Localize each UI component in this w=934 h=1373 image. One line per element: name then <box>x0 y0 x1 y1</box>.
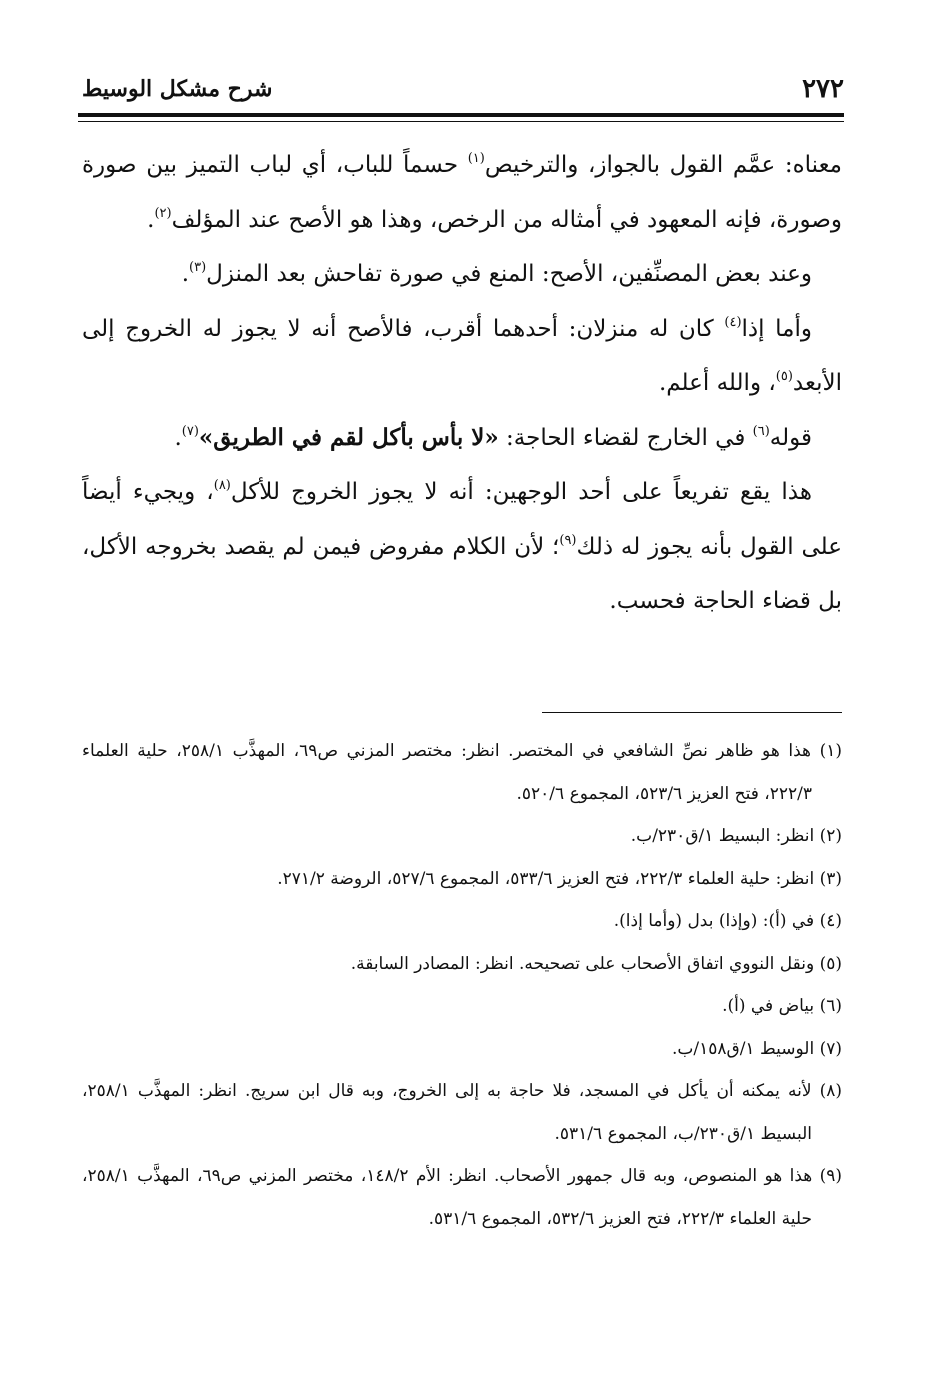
footnote-text: هذا هو المنصوص، وبه قال جمهور الأصحاب. انظر: الأم ١٤٨/٢، مختصر المزني ص٦٩، المهذَّب ٢٥٨/١، حلية العلماء ٢٢٢/٣، فتح العزيز ٥٣٢/٦، المجموع ٥٣١/٦. <box>82 1166 813 1229</box>
text-run: . <box>147 206 155 233</box>
text-run: هذا يقع تفريعاً على أحد الوجهين: أنه لا يجوز الخروج للأكل <box>230 479 812 505</box>
paragraph-4 <box>82 411 842 466</box>
footnote-number: (٩) <box>819 1166 842 1186</box>
running-title: شرح مشكل الوسيط <box>82 76 273 102</box>
footnote-ref-2: (٢) <box>154 205 172 221</box>
footnote-number: (٢) <box>819 826 842 846</box>
footnote-ref-8: (٨) <box>213 478 231 493</box>
text-run: . <box>174 424 182 451</box>
footnote-item <box>82 1028 842 1071</box>
footnote-text: ونقل النووي اتفاق الأصحاب على تصحيحه. انظر: المصادر السابقة. <box>350 953 815 974</box>
text-run: وأما إذا <box>741 315 812 342</box>
footnote-item <box>82 858 842 901</box>
paragraph-1 <box>82 138 842 247</box>
footnote-text: هذا هو ظاهر نصِّ الشافعي في المختصر. انظر: مختصر المزني ص٦٩، المهذَّب ٢٥٨/١، حلية العلماء ٢٢٢/٣، فتح العزيز ٥٢٣/٦، المجموع ٥٢٠/٦. <box>82 741 812 804</box>
text-run: . <box>181 261 190 287</box>
text-run: ؛ لأن الكلام مفروض فيمن لم يقصد بخروجه الأكل، بل قضاء الحاجة فحسب. <box>82 533 842 614</box>
text-run: معناه: عمَّم القول بالجواز، والترخيص <box>484 152 842 178</box>
footnote-text: الوسيط ١/ق١٥٨/ب. <box>671 1038 815 1059</box>
footnote-item <box>82 815 842 858</box>
text-run: ، ويجيء أيضاً على القول بأنه يجوز له ذلك <box>82 479 842 560</box>
footnote-ref-3: (٣) <box>189 260 207 275</box>
footnote-number: (١) <box>819 741 842 761</box>
footnote-item <box>82 943 842 986</box>
footnote-ref-5: (٥) <box>775 369 793 384</box>
footnote-ref-6: (٦) <box>752 423 770 439</box>
text-run: حسماً للباب، أي لباب التميز بين صورة وصورة، فإنه المعهود في أمثاله من الرخص، وهذا هو الأصح عند المؤلف <box>82 152 842 233</box>
footnote-item <box>82 1070 842 1155</box>
header-rule-thin <box>78 121 844 122</box>
footnote-number: (٥) <box>819 953 842 974</box>
footnotes <box>82 730 842 1240</box>
page-header <box>82 70 844 110</box>
text-run: وعند بعض المصنِّفين، الأصح: المنع في صورة تفاحش بعد المنزل <box>206 261 812 287</box>
footnote-text: لأنه يمكنه أن يأكل في المسجد، فلا حاجة به إلى الخروج، وبه قال ابن سريج. انظر: المهذَّب ٢٥٨/١، البسيط ١/ق٢٣٠/ب، المجموع ٥٣١/٦. <box>82 1081 812 1144</box>
footnote-number: (٤) <box>819 911 842 931</box>
text-run: ، والله أعلم. <box>658 370 776 396</box>
footnote-item <box>82 1155 842 1240</box>
footnote-item <box>82 985 842 1028</box>
paragraph-5 <box>82 465 842 629</box>
footnote-item <box>82 730 842 815</box>
footnote-text: انظر: البسيط ١/ق٢٣٠/ب. <box>630 826 815 846</box>
footnote-ref-9: (٩) <box>559 532 577 548</box>
paragraph-2 <box>82 247 842 302</box>
footnote-item <box>82 900 842 943</box>
paragraph-3 <box>82 302 842 411</box>
footnote-ref-1: (١) <box>467 151 485 166</box>
footnote-ref-4: (٤) <box>724 314 742 330</box>
footnote-text: في (أ): (وإذا) بدل (وأما إذا). <box>613 911 815 931</box>
footnote-text: انظر: حلية العلماء ٢٢٢/٣، فتح العزيز ٥٣٣/٦، المجموع ٥٢٧/٦، الروضة ٢٧١/٢. <box>277 868 815 889</box>
footnote-text: بياض في (أ). <box>722 996 815 1016</box>
footnote-number: (٧) <box>819 1038 842 1059</box>
header-rule-thick <box>78 113 844 117</box>
main-text <box>82 138 842 629</box>
text-run: قوله <box>769 424 812 451</box>
page-number: ٢٧٢ <box>802 74 844 104</box>
footnote-number: (٣) <box>819 868 842 889</box>
quoted-text: «لا بأس بأكل لقم في الطريق» <box>198 423 499 451</box>
footnote-ref-7: (٧) <box>181 423 199 439</box>
text-run: كان له منزلان: أحدهما أقرب، فالأصح أنه لا يجوز له الخروج إلى الأبعد <box>82 315 842 396</box>
text-run: في الخارج لقضاء الحاجة: <box>498 424 753 451</box>
footnote-number: (٨) <box>819 1081 843 1101</box>
footnote-number: (٦) <box>819 996 842 1016</box>
footnote-divider <box>542 712 842 713</box>
